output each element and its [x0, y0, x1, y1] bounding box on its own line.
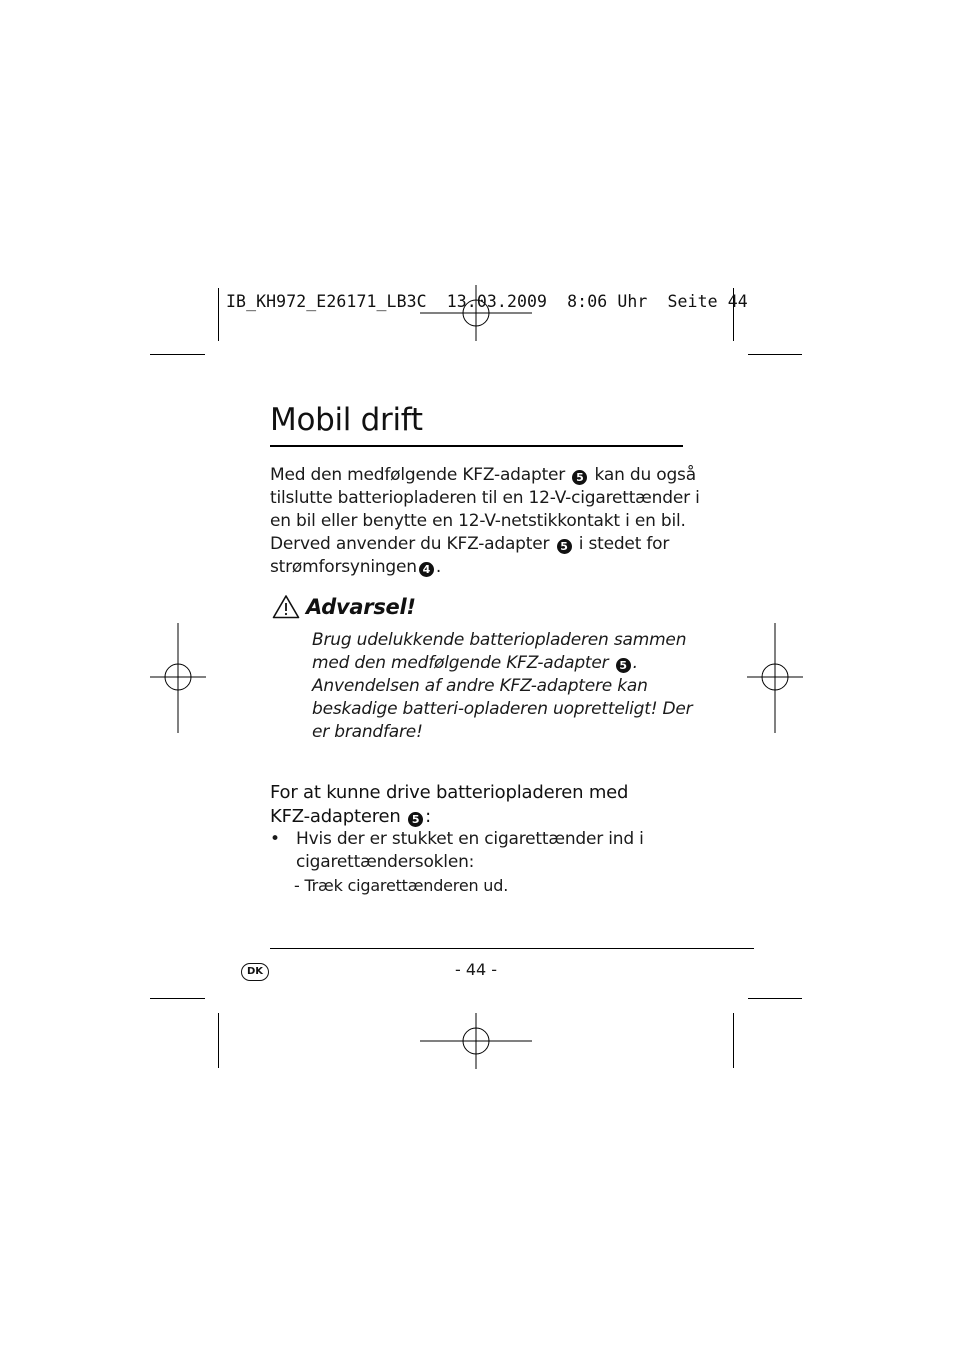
warning-text: er brandfare! [312, 722, 423, 742]
intro-text: Derved anvender du KFZ-adapter [270, 534, 550, 554]
page-title: Mobil drift [270, 402, 423, 438]
page-number: - 44 - [455, 960, 498, 979]
warning-triangle-icon [272, 594, 300, 619]
subheading-text: KFZ-adapteren [270, 806, 401, 827]
crop-mark [748, 354, 802, 355]
list-item-text: Hvis der er stukket en cigarettænder ind i [296, 829, 644, 849]
intro-text: kan du også [594, 465, 696, 485]
list-item [270, 828, 690, 851]
registration-mark-left [150, 623, 206, 733]
warning-text: Brug udelukkende batteriopladeren sammen [312, 630, 687, 650]
crop-mark [150, 998, 205, 999]
section-subheading [270, 781, 690, 829]
intro-text: Med den medfølgende KFZ-adapter [270, 465, 566, 485]
crop-mark [218, 288, 219, 341]
warning-text: beskadige batteri-opladeren uopretteligt! Der [312, 699, 693, 719]
reference-number-badge: 5 [557, 539, 572, 554]
intro-paragraph [270, 464, 700, 579]
crop-mark [733, 1013, 734, 1068]
registration-mark-right [747, 623, 803, 733]
crop-mark [748, 998, 802, 999]
warning-body [312, 629, 692, 744]
subheading-text: : [425, 806, 432, 827]
print-slug-line: IB_KH972_E26171_LB3C 13.03.2009 8:06 Uhr Seite 44 [226, 292, 748, 311]
intro-text: i stedet for [578, 534, 670, 554]
reference-number-badge: 5 [572, 470, 587, 485]
subheading-text: For at kunne drive batteriopladeren med [270, 782, 629, 803]
warning-heading [272, 594, 416, 619]
reference-number-badge: 5 [408, 812, 423, 827]
warning-text: med den medfølgende KFZ-adapter [312, 653, 609, 673]
footer-rule [270, 948, 754, 949]
crop-mark [218, 1013, 219, 1068]
intro-text: tilslutte batteriopladeren til en 12-V-cigarettænder i [270, 488, 700, 508]
intro-text: strømforsyningen [270, 557, 417, 577]
list-item-text: cigarettændersoklen: [296, 852, 475, 872]
title-underline [270, 445, 683, 447]
warning-text: . [632, 653, 638, 673]
bullet-marker: • [270, 829, 280, 849]
registration-mark-bottom [420, 1013, 532, 1069]
reference-number-badge: 5 [616, 658, 631, 673]
reference-number-badge: 4 [419, 562, 434, 577]
warning-text: Anvendelsen af andre KFZ-adaptere kan [312, 676, 648, 696]
language-badge: DK [241, 963, 269, 981]
crop-mark [150, 354, 205, 355]
instruction-list [270, 828, 690, 897]
sub-list-item: - Træk cigarettænderen ud. [294, 876, 509, 895]
intro-text: . [435, 557, 442, 577]
intro-text: en bil eller benytte en 12-V-netstikkontakt i en bil. [270, 511, 686, 531]
warning-title: Advarsel! [306, 594, 416, 619]
